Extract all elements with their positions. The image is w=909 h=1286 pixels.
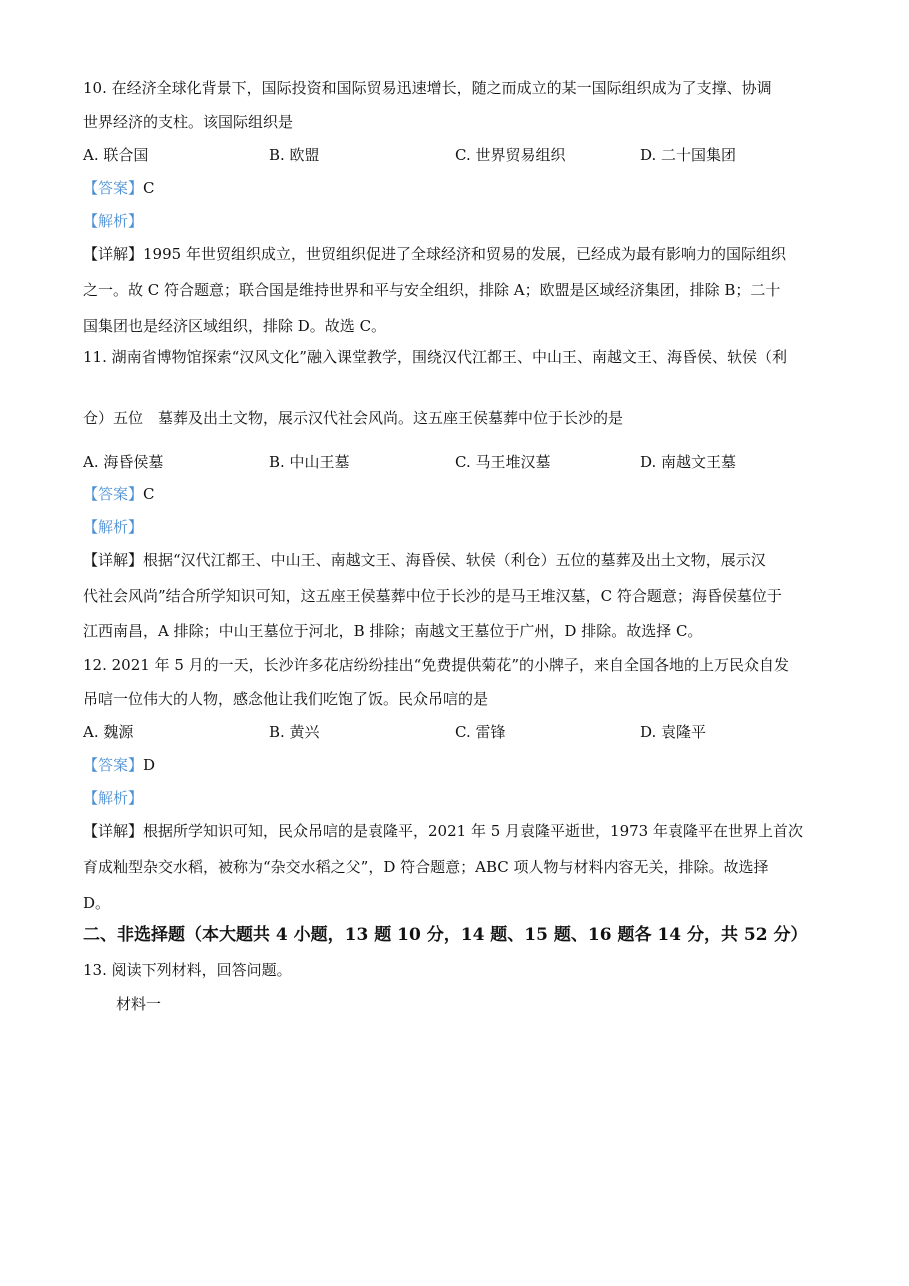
q11-option-d: D. 南越文王墓: [640, 453, 737, 471]
q11-detail-line-2: 代社会风尚”结合所学知识可知，这五座王侯墓葬中位于长沙的是马王堆汉墓，C 符合题意；海昏侯墓位于: [83, 587, 782, 605]
q10-option-b: B. 欧盟: [269, 146, 320, 164]
answer-value: C: [143, 179, 155, 197]
answer-label: 【答案】: [83, 485, 144, 503]
q11-detail-line-1: 【详解】根据“汉代江都王、中山王、南越文王、海昏侯、轪侯（利仓）五位的墓葬及出土文物，展示汉: [83, 551, 766, 569]
q12-detail-line-2: 育成籼型杂交水稻，被称为“杂交水稻之父”，D 符合题意；ABC 项人物与材料内容无关，排除。故选择: [83, 858, 769, 876]
q12-stem-line-1: 12. 2021 年 5 月的一天，长沙许多花店纷纷挂出“免费提供菊花”的小牌子，来自全国各地的上万民众自发: [83, 656, 789, 674]
answer-value: D: [143, 756, 156, 774]
q10-answer: [83, 178, 155, 198]
q12-option-b: B. 黄兴: [269, 723, 320, 741]
q10-option-a: A. 联合国: [83, 146, 149, 164]
q10-option-c: C. 世界贸易组织: [455, 146, 566, 164]
q12-option-d: D. 袁隆平: [640, 723, 707, 741]
q13-stem: 13. 阅读下列材料，回答问题。: [83, 961, 292, 979]
detail-label: 【详解】: [83, 822, 144, 840]
q10-analysis-label: 【解析】: [83, 212, 144, 230]
q10-stem-line-2: 世界经济的支柱。该国际组织是: [83, 113, 294, 131]
q10-detail-line-3: 国集团也是经济区域组织，排除 D。故选 C。: [83, 317, 387, 335]
detail-label: 【详解】: [83, 245, 144, 263]
answer-label: 【答案】: [83, 756, 144, 774]
q11-detail-line-3: 江西南昌，A 排除；中山王墓位于河北，B 排除；南越文王墓位于广州，D 排除。故选择 C。: [83, 622, 703, 640]
q12-detail-line-3: D。: [83, 894, 111, 912]
q10-option-d: D. 二十国集团: [640, 146, 737, 164]
q12-detail-line-1: 【详解】根据所学知识可知，民众吊唁的是袁隆平，2021 年 5 月袁隆平逝世，1973 年袁隆平在世界上首次: [83, 822, 803, 840]
q10-stem-line-1: 10. 在经济全球化背景下，国际投资和国际贸易迅速增长，随之而成立的某一国际组织成为了支撑、协调: [83, 79, 772, 97]
q12-option-c: C. 雷锋: [455, 723, 506, 741]
q13-material-label: 材料一: [116, 995, 162, 1013]
answer-label: 【答案】: [83, 179, 144, 197]
section-title: 二、非选择题（本大题共 4 小题，13 题 10 分，14 题、15 题、16 题各 14 分，共 52 分）: [83, 925, 808, 945]
q10-detail-line-2: 之一。故 C 符合题意；联合国是维持世界和平与安全组织，排除 A；欧盟是区域经济集团，排除 B；二十: [83, 281, 781, 299]
q12-analysis-label: 【解析】: [83, 789, 144, 807]
q12-option-a: A. 魏源: [83, 723, 134, 741]
q12-stem-line-2: 吊唁一位伟大的人物，感念他让我们吃饱了饭。民众吊唁的是: [83, 690, 489, 708]
q11-stem-line-1: 11. 湖南省博物馆探索“汉风文化”融入课堂教学，围绕汉代江都王、中山王、南越文王、海昏侯、轪侯（利: [83, 348, 787, 366]
q11-stem-line-2: 仓）五位 墓葬及出土文物，展示汉代社会风尚。这五座王侯墓葬中位于长沙的是: [83, 409, 624, 427]
q11-answer: [83, 484, 155, 504]
q11-option-c: C. 马王堆汉墓: [455, 453, 551, 471]
q11-option-b: B. 中山王墓: [269, 453, 350, 471]
q10-detail-line-1: 【详解】1995 年世贸组织成立，世贸组织促进了全球经济和贸易的发展，已经成为最有影响力的国际组织: [83, 245, 786, 263]
q11-option-a: A. 海昏侯墓: [83, 453, 164, 471]
answer-value: C: [143, 485, 155, 503]
q12-answer: [83, 755, 155, 775]
q11-analysis-label: 【解析】: [83, 518, 144, 536]
detail-label: 【详解】: [83, 551, 144, 569]
